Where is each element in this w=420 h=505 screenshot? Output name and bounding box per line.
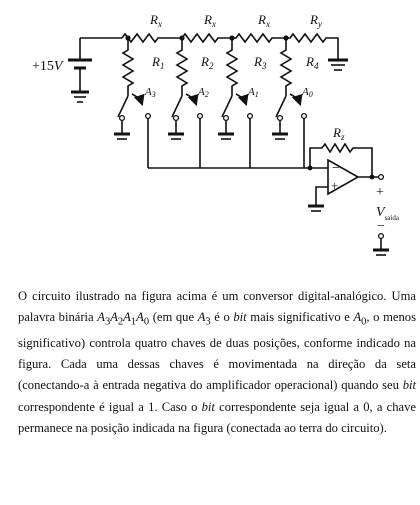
switch-label-a2: A2 [198,86,209,99]
switch-a3 [114,94,150,168]
series-resistor-label-1: $R_x$ [150,12,162,29]
branch-resistor-label-1: $R_1$ [152,54,165,71]
output-plus-sign: + [376,185,384,200]
supply-label: +15V [32,59,63,74]
switch-a2 [168,94,202,168]
branch-resistor-label-2: $R_2$ [201,54,214,71]
switch-label-a3: A3 [145,86,156,99]
switch-label-a0: A0 [302,86,313,99]
opamp-plus-sign: + [331,178,339,193]
switch-a0 [272,94,306,168]
switch-a1 [218,94,252,168]
branch-resistor-label-3: $R_3$ [254,54,267,71]
feedback-resistor-label: $R_z$ [333,125,345,142]
supply-battery [68,38,122,102]
switch-label-a1: A1 [248,86,259,99]
output-voltage-label: $V_{saída}$ [376,205,399,222]
opamp-minus-sign: − [332,161,340,176]
series-resistor-label-3: $R_x$ [258,12,270,29]
output-minus-sign: − [377,219,385,234]
series-resistor-label-4: $R_y$ [310,12,322,29]
problem-description: O circuito ilustrado na figura acima é um conversor digital-analógico. Uma palavra binária $A_3A_2A_1A_0$ (em que $A_3$ é o bit mais significativo e $A_0$, o menos significativo) controla quatro chaves de duas posições, conforme indicado na figura. Cada uma dessas chaves é movimentada na direção da seta (conectando-a à entrada negativa do amplificador operacional) quando seu bit correspondente é igual a 1. Caso o bit correspondente seja igual a 0, a chave permanece na posição indicada na figura (conectada ao terra do circuito). [18,289,416,435]
series-resistor-label-2: $R_x$ [204,12,216,29]
branch-resistor-label-4: $R_4$ [306,54,319,71]
